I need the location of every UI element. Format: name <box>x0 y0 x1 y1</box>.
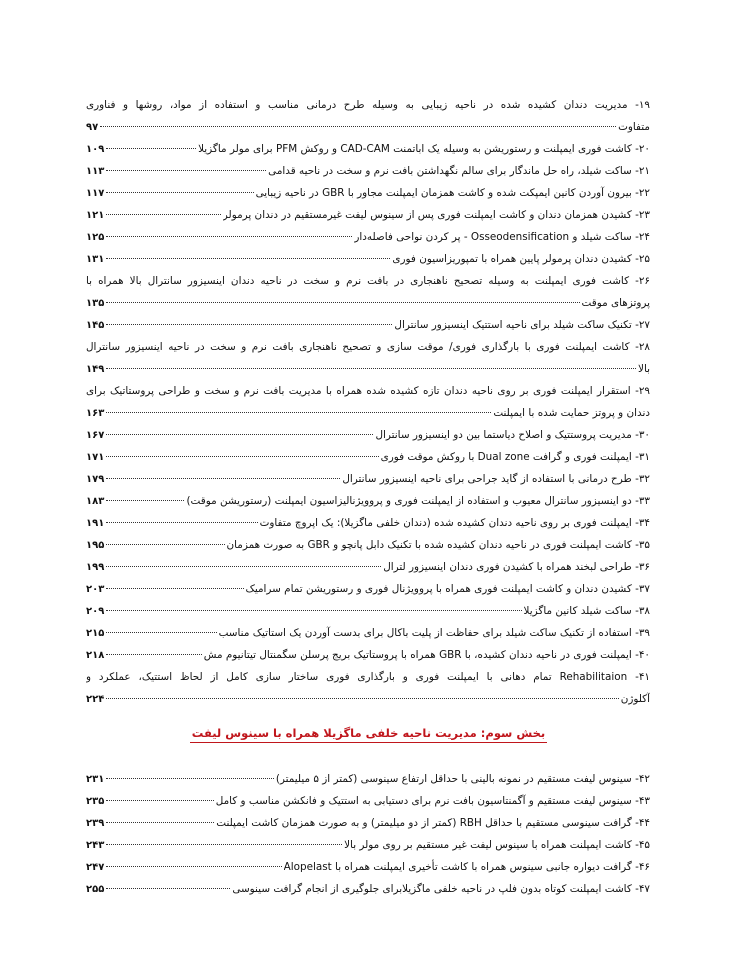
toc-entry-text: ۲۵- کشیدن دندان پرمولر پایین همراه با تمپوریزاسیون فوری <box>392 253 650 265</box>
toc-entry-text: ۴۱- Rehabilitaion تمام دهانی با ایمپلنت فوری و بارگذاری فوری ساختار سازی کامل از لحاظ استتیک، عملکرد و <box>86 671 650 683</box>
page-number: ۱۹۹ <box>86 562 105 573</box>
toc-entry-text: ۴۰- ایمپلنت فوری در ناحیه دندان کشیده، با GBR همراه با پروستاتیک بریج پرسلن سگمنتال تیتانیوم مش <box>203 649 650 661</box>
leader-dots <box>106 500 184 501</box>
toc-entry-text: ۳۴- ایمپلنت فوری بر روی ناحیه دندان کشیده شده (دندان خلفی ماگزیلا): یک اپروچ متفاوت <box>259 517 650 529</box>
toc-entry-21[interactable] <box>86 160 650 182</box>
toc-entry-23[interactable] <box>86 204 650 226</box>
page-number: ۱۹۵ <box>86 540 105 551</box>
toc-entry-32[interactable] <box>86 468 650 490</box>
leader-dots <box>106 192 253 193</box>
leader-dots <box>106 522 257 523</box>
toc-entry-text: ۲۷- تکنیک ساکت شیلد برای ناحیه استتیک اینسیزور سانترال <box>394 319 650 331</box>
toc-section-3-list <box>86 768 650 900</box>
toc-entry-34[interactable] <box>86 512 650 534</box>
leader-dots <box>106 778 274 779</box>
page-number: ۱۸۳ <box>86 496 105 507</box>
toc-entry-33[interactable] <box>86 490 650 512</box>
page-number: ۱۰۹ <box>86 144 105 155</box>
page-number: ۱۴۹ <box>86 364 105 375</box>
page-number: ۱۳۵ <box>86 298 105 309</box>
toc-entry-text: ۲۹- استقرار ایمپلنت فوری بر روی ناحیه دندان تازه کشیده شده همراه با مدیریت بافت نرم و سخت و طراحی پروستاتیک برای <box>86 385 650 397</box>
toc-entry-text-cont: متفاوت <box>618 121 650 133</box>
toc-entry-text: ۳۸- ساکت شیلد کانین ماگزیلا <box>523 605 650 617</box>
section-3-title: بخش سوم: مدیریت ناحیه خلفی ماگزیلا همراه با سینوس لیفت <box>190 726 547 743</box>
page-number: ۱۶۷ <box>86 430 105 441</box>
page-number: ۲۵۵ <box>86 884 105 895</box>
leader-dots <box>106 148 196 149</box>
section-3-heading <box>0 722 737 743</box>
leader-dots <box>106 456 378 457</box>
toc-entry-text: ۳۶- طراحی لبخند همراه با کشیدن فوری دندان اینسیزور لترال <box>383 561 650 573</box>
toc-entry-37[interactable] <box>86 578 650 600</box>
toc-entry-text: ۴۵- کاشت ایمپلنت همراه با سینوس لیفت غیر مستقیم بر روی مولر بالا <box>344 839 650 851</box>
leader-dots <box>106 632 216 633</box>
leader-dots <box>106 654 201 655</box>
page-number: ۲۱۸ <box>86 650 105 661</box>
toc-entry-42[interactable] <box>86 768 650 790</box>
leader-dots <box>106 236 352 237</box>
leader-dots <box>106 566 381 567</box>
toc-entry-text: ۲۰- کاشت فوری ایمپلنت و رستوریشن به وسیله یک اباتمنت CAD-CAM و روکش PFM برای مولر ماگزیلا <box>198 143 650 155</box>
page-number: ۱۶۳ <box>86 408 105 419</box>
toc-entry-text: ۴۴- گرافت سینوسی مستقیم با حداقل RBH (کمتر از دو میلیمتر) و به صورت همزمان کاشت ایمپلنت <box>216 817 650 829</box>
page-number: ۲۰۹ <box>86 606 105 617</box>
toc-entry-46[interactable] <box>86 856 650 878</box>
toc-entry-text: ۳۱- ایمپلنت فوری و گرافت Dual zone با روکش موقت فوری <box>380 451 650 463</box>
page-number: ۲۳۱ <box>86 774 105 785</box>
toc-entry-text: ۲۲- بیرون آوردن کانین ایمپکت شده و کاشت همزمان ایمپلنت مجاور با GBR در ناحیه زیبایی <box>255 187 650 199</box>
toc-entry-text: ۴۲- سینوس لیفت مستقیم در نمونه بالینی با حداقل ارتفاع سینوسی (کمتر از ۵ میلیمتر) <box>275 773 650 785</box>
toc-entry-30[interactable] <box>86 424 650 446</box>
toc-entry-20[interactable] <box>86 138 650 160</box>
leader-dots <box>106 302 579 303</box>
page-number: ۱۱۷ <box>86 188 105 199</box>
leader-dots <box>106 544 224 545</box>
leader-dots <box>106 588 243 589</box>
leader-dots <box>106 888 230 889</box>
page-number: ۲۳۹ <box>86 818 105 829</box>
toc-entry-22[interactable] <box>86 182 650 204</box>
toc-entry-47[interactable] <box>86 878 650 900</box>
toc-entry-text: ۴۳- سینوس لیفت مستقیم و آگمنتاسیون بافت نرم برای دستیابی به استتیک و فانکشن مناسب و کامل <box>215 795 650 807</box>
leader-dots <box>106 368 636 369</box>
toc-entry-31[interactable] <box>86 446 650 468</box>
toc-entry-text-cont: پروتزهای موقت <box>581 297 650 309</box>
page-number: ۱۳۱ <box>86 254 105 265</box>
toc-entry-text: ۳۲- طرح درمانی با استفاده از گاید جراحی برای ناحیه اینسیزور سانترال <box>342 473 650 485</box>
toc-entry-45[interactable] <box>86 834 650 856</box>
toc-entry-29[interactable] <box>86 380 650 424</box>
leader-dots <box>106 800 213 801</box>
toc-entry-27[interactable] <box>86 314 650 336</box>
page-number: ۱۴۵ <box>86 320 105 331</box>
toc-entry-36[interactable] <box>86 556 650 578</box>
toc-entry-26[interactable] <box>86 270 650 314</box>
toc-entry-35[interactable] <box>86 534 650 556</box>
leader-dots <box>106 478 340 479</box>
page-number: ۲۱۵ <box>86 628 105 639</box>
leader-dots <box>106 434 373 435</box>
page-number: ۲۰۳ <box>86 584 105 595</box>
page-number: ۲۳۵ <box>86 796 105 807</box>
toc-entry-text: ۲۶- کاشت فوری ایمپلنت به وسیله تصحیح ناهنجاری در بافت نرم و سخت در ناحیه دندان اینسیزور سانترال بالا همراه با <box>86 275 650 287</box>
toc-entry-text: ۳۳- دو اینسیزور سانترال معیوب و استفاده از ایمپلنت فوری و پروویژنالیزاسیون ایمپلنت (رستوریشن موقت) <box>186 495 650 507</box>
leader-dots <box>106 412 491 413</box>
toc-entry-text: ۲۱- ساکت شیلد، راه حل ماندگار برای سالم نگهداشتن بافت نرم و سخت در ناحیه قدامی <box>268 165 650 177</box>
toc-entry-text: ۳۵- کاشت ایمپلنت فوری در ناحیه دندان کشیده شده با تکنیک دابل پانچو و GBR به صورت همزمان <box>226 539 650 551</box>
toc-entry-40[interactable] <box>86 644 650 666</box>
page-number: ۱۷۱ <box>86 452 105 463</box>
toc-entry-text: ۲۳- کشیدن همزمان دندان و کاشت ایمپلنت فوری پس از سینوس لیفت غیرمستقیم در دندان پرمولر <box>222 209 650 221</box>
toc-entry-text: ۳۷- کشیدن دندان و کاشت ایمپلنت فوری همراه با پروویژنال فوری و رستوریشن تمام سرامیک <box>245 583 650 595</box>
toc-entry-24[interactable] <box>86 226 650 248</box>
toc-entry-44[interactable] <box>86 812 650 834</box>
leader-dots <box>106 844 342 845</box>
toc-entry-39[interactable] <box>86 622 650 644</box>
toc-entry-text: ۳۹- استفاده از تکنیک ساکت شیلد برای حفاظت از پلیت باکال برای بدست آوردن یک استاتیک مناسب <box>218 627 650 639</box>
toc-entry-43[interactable] <box>86 790 650 812</box>
toc-entry-text: ۴۷- کاشت ایمپلنت کوتاه بدون فلپ در ناحیه خلفی ماگزیلابرای جلوگیری از انجام گرافت سینوسی <box>232 883 650 895</box>
leader-dots <box>106 822 214 823</box>
toc-entry-text-cont: دندان و پروتز حمایت شده با ایمپلنت <box>493 407 650 419</box>
leader-dots <box>106 170 266 171</box>
page-number: ۲۴۷ <box>86 862 105 873</box>
page-number: ۱۲۱ <box>86 210 105 221</box>
page-number: ۹۷ <box>86 122 99 133</box>
toc-entry-19[interactable] <box>86 94 650 138</box>
page-number: ۱۲۵ <box>86 232 105 243</box>
page-number: ۱۷۹ <box>86 474 105 485</box>
page-number: ۲۲۴ <box>86 694 105 705</box>
toc-entry-25[interactable] <box>86 248 650 270</box>
leader-dots <box>100 126 616 127</box>
leader-dots <box>106 866 281 867</box>
toc-entry-text-cont: بالا <box>638 363 650 375</box>
toc-entry-text: ۲۸- کاشت ایمپلنت فوری با بارگذاری فوری/ موقت سازی و تصحیح ناهنجاری بافت نرم و سخت در ناحیه اینسیزور سانترال <box>86 341 650 353</box>
leader-dots <box>106 214 220 215</box>
toc-entry-text-cont: آکلوژن <box>620 693 650 705</box>
leader-dots <box>106 324 392 325</box>
page-number: ۱۹۱ <box>86 518 105 529</box>
leader-dots <box>106 698 618 699</box>
page-number: ۲۴۳ <box>86 840 105 851</box>
toc-entry-text: ۳۰- مدیریت پروستتیک و اصلاح دیاستما بین دو اینسیزور سانترال <box>375 429 650 441</box>
toc-entry-28[interactable] <box>86 336 650 380</box>
toc-entry-38[interactable] <box>86 600 650 622</box>
toc-entry-text: ۲۴- ساکت شیلد و Osseodensification - پر کردن نواحی فاصله‌دار <box>354 231 650 243</box>
toc-entry-41[interactable] <box>86 666 650 710</box>
toc-entry-text: ۱۹- مدیریت دندان کشیده شده در ناحیه زیبایی به وسیله طرح درمانی مناسب و استفاده از مواد، روشها و فناوری <box>86 99 650 111</box>
toc-section-2-list <box>86 94 650 710</box>
leader-dots <box>106 258 390 259</box>
leader-dots <box>106 610 521 611</box>
page-number: ۱۱۳ <box>86 166 105 177</box>
toc-entry-text: ۴۶- گرافت دیواره جانبی سینوس همراه با کاشت تأخیری ایمپلنت همراه با Alopelast <box>283 861 650 873</box>
